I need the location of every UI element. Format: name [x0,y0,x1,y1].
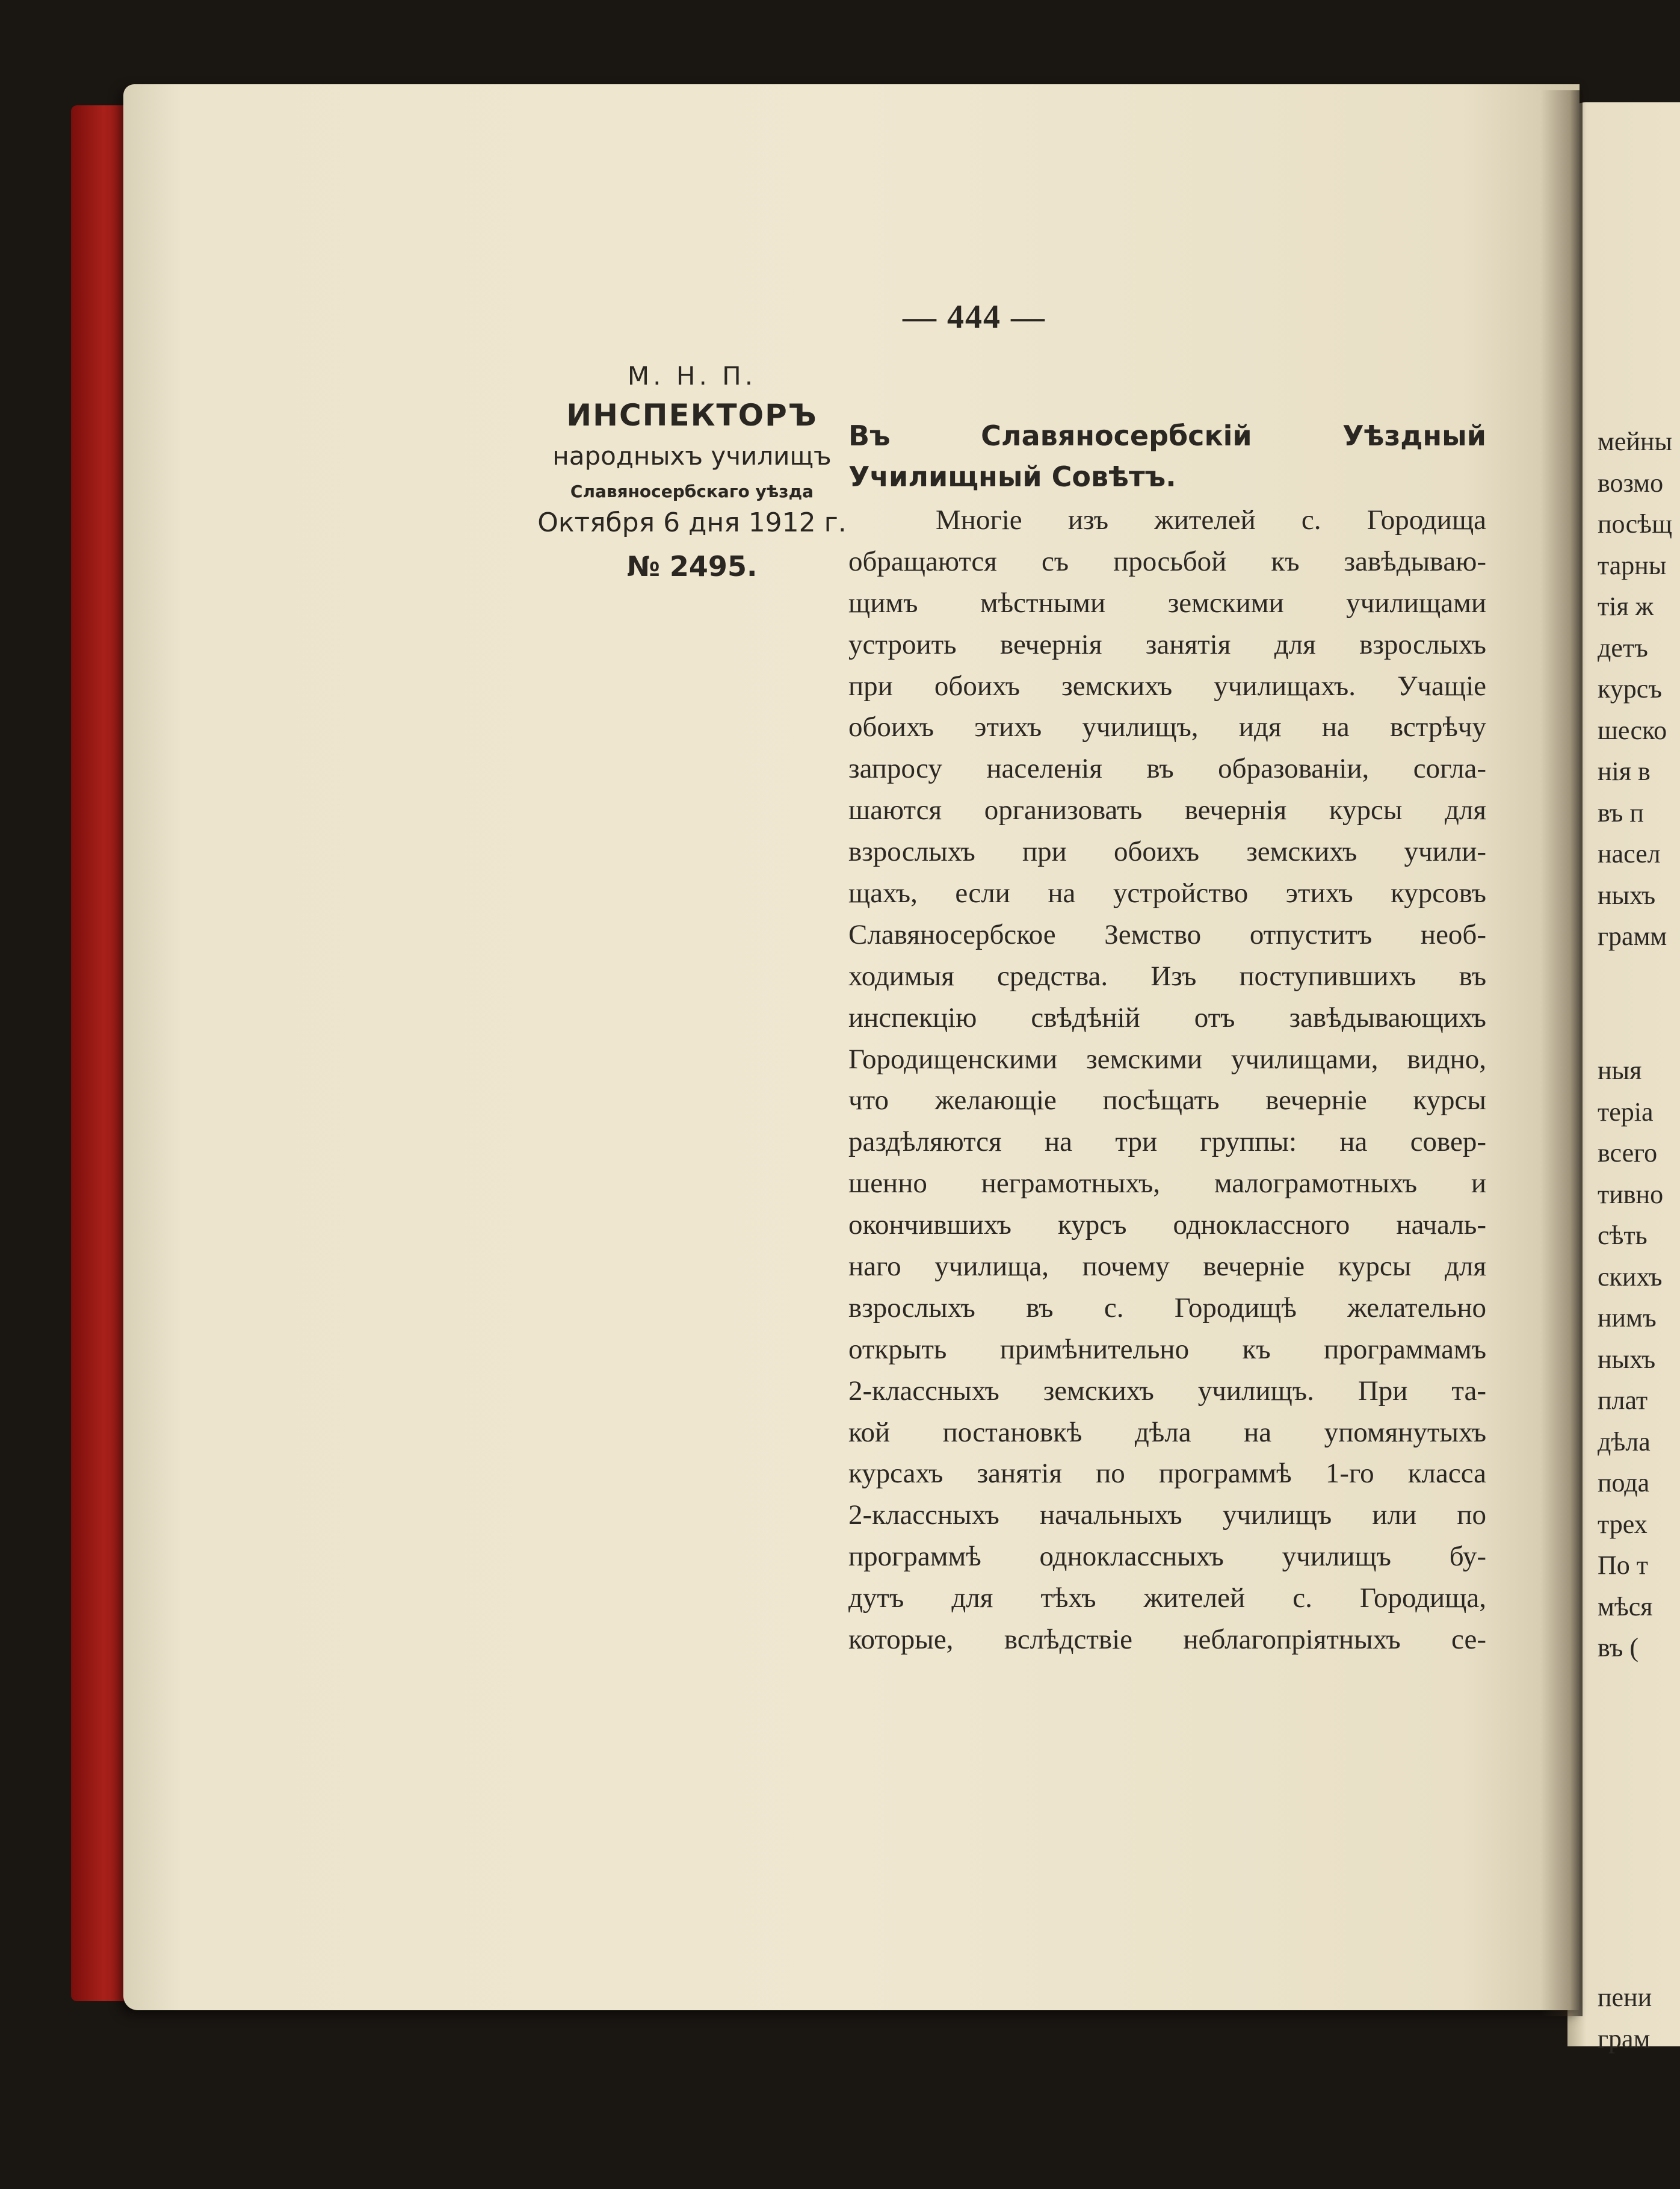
body-line: взрослыхъ въ с. Городищѣ желательно [848,1292,1486,1324]
right-page-line: пода [1598,1468,1650,1497]
right-page-line: шеско [1598,715,1667,745]
right-page-line: По т [1598,1550,1649,1580]
body-line: щахъ, если на устройство этихъ курсовъ [848,878,1486,909]
right-page-line: теріа [1598,1097,1654,1127]
right-page-line: возмо [1598,468,1664,498]
right-page-line: трех [1598,1509,1648,1539]
right-page-line: нія в [1598,757,1651,786]
right-page-line: грам [1598,2023,1651,2054]
body-line: шенно неграмотныхъ, малограмотныхъ и [848,1168,1486,1200]
body-line: взрослыхъ при обоихъ земскихъ учили- [848,836,1486,868]
addressee-line-2: Училищный Совѣтъ. [848,460,1176,493]
body-line: программѣ одноклассныхъ училищъ бу- [848,1541,1486,1573]
sender-block [481,361,903,583]
body-line: Славяносербское Земство отпуститъ необ- [848,918,1486,950]
right-page-line: тарны [1598,550,1667,580]
right-page-line: тивно [1598,1179,1664,1209]
right-page-line: всего [1598,1138,1658,1168]
letter-number: № 2495. [626,550,758,583]
body-line: курсахъ занятія по программѣ 1-го класса [848,1458,1486,1490]
body-line: дутъ для тѣхъ жителей с. Городища, [848,1582,1486,1614]
right-page-line: дѣла [1598,1426,1651,1457]
body-line: шаются организовать вечернія курсы для [848,794,1486,826]
right-page-line: ныя [1598,1056,1642,1085]
right-page-column-a [1598,421,1680,958]
body-line: щимъ мѣстными земскими училищами [848,587,1486,619]
right-page-line: скихъ [1598,1262,1663,1292]
right-page-line: плат [1598,1386,1648,1415]
body-line: что желающіе посѣщать вечерніе курсы [848,1085,1486,1116]
body-line: ходимыя средства. Изъ поступившихъ въ [848,960,1486,992]
right-page-line: ныхъ [1598,880,1656,910]
right-page-column-b [1598,1050,1680,1669]
right-page-line: мѣся [1598,1591,1653,1621]
right-page-line: сѣть [1598,1221,1648,1250]
body-line: инспекцію свѣдѣній отъ завѣдывающихъ [848,1002,1486,1033]
body-line: запросу населенія въ образованіи, согла- [848,753,1486,785]
body-line: наго училища, почему вечерніе курсы для [848,1251,1486,1283]
body-line: устроить вечернія занятія для взрослыхъ [848,628,1486,660]
addressee-uezd: Уѣздный [1342,420,1486,452]
right-page-line: въ п [1598,797,1644,828]
right-page-line: насел [1598,839,1661,868]
body-line: 2-классныхъ земскихъ училищъ. При та- [848,1375,1486,1407]
body-line: кой постановкѣ дѣла на упомянутыхъ [848,1416,1486,1448]
body-line: обращаются съ просьбой къ завѣдывaю- [848,545,1486,577]
body-line: 2-классныхъ начальныхъ училищъ или по [848,1499,1486,1531]
right-page-line: нимъ [1598,1303,1657,1333]
right-page-line: пени [1598,1983,1652,2012]
addressee-line-1 [848,415,1486,456]
right-page-line: детъ [1598,633,1648,663]
body-line: окончившихъ курсъ одноклассного началь- [848,1209,1486,1241]
body-line: которые, вслѣдствіе неблагопріятныхъ се- [848,1624,1486,1656]
sender-agency: М. Н. П. [627,361,757,391]
addressee-district: Славяносербскій [981,420,1252,452]
right-page-line: грамм [1598,921,1667,951]
sender-title: ИНСПЕКТОРЪ [566,398,818,433]
body-line: обоихъ этихъ училищъ, идя на встрѣчу [848,711,1486,743]
right-page-column-c [1598,1977,1680,2060]
body-line: открыть примѣнительно къ программамъ [848,1333,1486,1365]
right-page-line: тія ж [1598,592,1654,621]
body-line: раздѣляются на три группы: на совер- [848,1126,1486,1158]
right-page-line: курсъ [1598,674,1663,704]
addressee-prep: Въ [848,420,891,452]
page-number: — 444 — [903,299,1046,336]
addressee-block [848,415,1486,497]
sender-department: народныхъ училищъ [552,441,832,471]
right-page-line: ныхъ [1598,1344,1656,1374]
right-page-line: мейны [1598,427,1673,456]
sender-district: Славяносербскаго уѣзда [570,481,814,501]
letter-body [848,500,1486,1661]
body-line: Многіе изъ жителей с. Городища [936,504,1486,536]
letter-date: Октября 6 дня 1912 г. [537,507,847,538]
page-gutter [1540,90,1583,2016]
right-page-line: посѣщ [1598,509,1672,539]
body-line: Городищенскими земскими училищами, видно, [848,1043,1486,1075]
right-page-line: въ ( [1598,1633,1639,1662]
body-line: при обоихъ земскихъ училищахъ. Учащіе [848,670,1486,702]
